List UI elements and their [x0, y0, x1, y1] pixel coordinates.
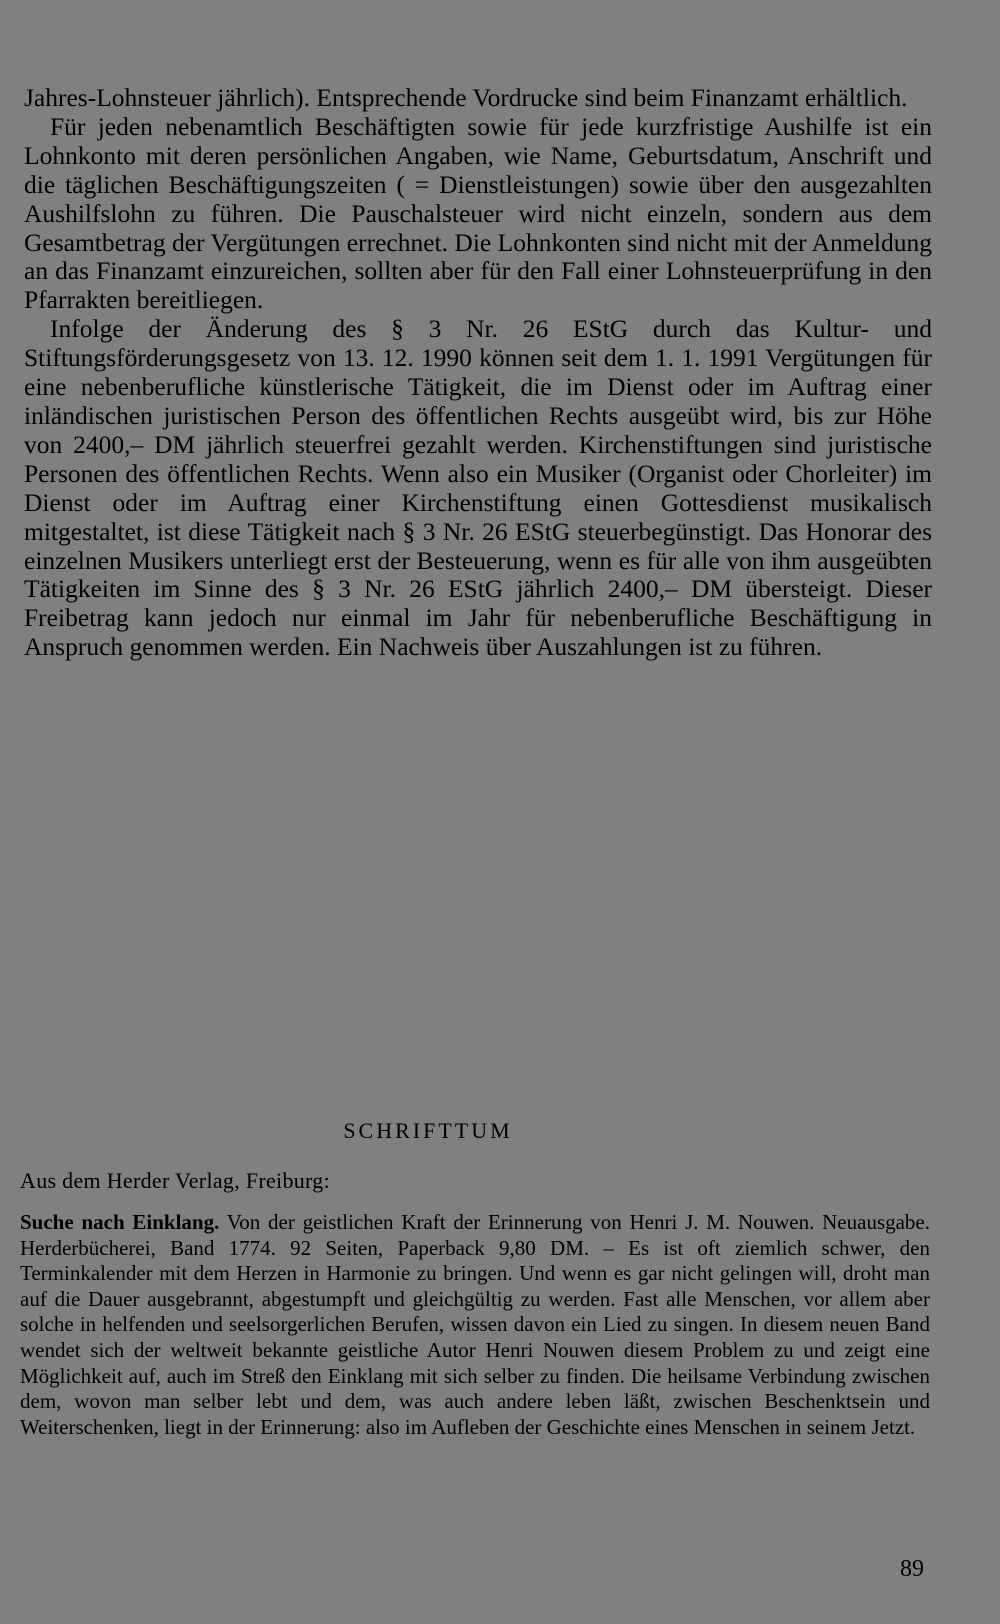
book-title: Suche nach Einklang. — [20, 1210, 220, 1234]
page-number: 89 — [900, 1556, 924, 1582]
body-text — [24, 84, 932, 662]
book-review — [20, 1210, 930, 1440]
section-heading: SCHRIFTTUM — [343, 1118, 513, 1143]
review-text: Von der geistlichen Kraft der Erinnerung von Henri J. M. Nouwen. Neuausgabe. Herderbücherei, Band 1774. 92 Seiten, Paperback 9,80 DM. – Es ist oft ziemlich schwer, den Terminkalender mit dem Herzen in Harmonie zu bringen. Und wenn es gar nicht gelingen will, droht man auf die Dauer ausgebrannt, abgestumpft und gleichgültig zu werden. Fast alle Menschen, vor allem aber solche in helfenden und seelsorgerlichen Berufen, wissen davon ein Lied zu singen. In diesem neuen Band wendet sich der weltweit bekannte geistliche Autor Henri Nouwen diesem Problem zu und zeigt eine Möglichkeit auf, auch im Streß den Einklang mit sich selber zu finden. Die heilsame Verbindung zwischen dem, wovon man selber lebt und dem, was auch andere leben läßt, zwischen Beschenktsein und Weiterschenken, liegt in der Erinnerung: also im Aufleben der Geschichte eines Menschen in seinem Jetzt. — [20, 1210, 931, 1439]
publisher-line: Aus dem Herder Verlag, Freiburg: — [20, 1168, 330, 1193]
paragraph-3: Infolge der Änderung des § 3 Nr. 26 EStG durch das Kultur- und Stiftungsförderungsgesetz von 13. 12. 1990 können seit dem 1. 1. 1991 Vergütungen für eine nebenberufliche künstlerische Tätigkeit, die im Dienst oder im Auftrag einer inländischen juristischen Person des öffentlichen Rechts ausgeübt wird, bis zur Höhe von 2400,– DM jährlich steuerfrei gezahlt werden. Kirchenstiftungen sind juristische Personen des öffentlichen Rechts. Wenn also ein Musiker (Organist oder Chorleiter) im Dienst oder im Auftrag einer Kirchenstiftung einen Gottesdienst musikalisch mitgestaltet, ist diese Tätigkeit nach § 3 Nr. 26 EStG steuerbegünstigt. Das Honorar des einzelnen Musikers unterliegt erst der Besteuerung, wenn es für alle von ihm ausgeübten Tätigkeiten im Sinne des § 3 Nr. 26 EStG jährlich 2400,– DM übersteigt. Dieser Freibetrag kann jedoch nur einmal im Jahr für nebenberufliche Beschäftigung in Anspruch genommen werden. Ein Nachweis über Auszahlungen ist zu führen. — [24, 314, 932, 662]
paragraph-1: Jahres-Lohnsteuer jährlich). Entsprechende Vordrucke sind beim Finanzamt erhältlich. — [24, 83, 908, 112]
paragraph-2: Für jeden nebenamtlich Beschäftigten sowie für jede kurzfristige Aushilfe ist ein Lohnkonto mit deren persönlichen Angaben, wie Name, Geburtsdatum, Anschrift und die täglichen Beschäftigungszeiten ( = Dienstleistungen) sowie über den ausgezahlten Aushilfslohn zu führen. Die Pauschalsteuer wird nicht einzeln, sondern aus dem Gesamtbetrag der Vergütungen errechnet. Die Lohnkonten sind nicht mit der Anmeldung an das Finanzamt einzureichen, sollten aber für den Fall einer Lohnsteuerprüfung in den Pfarrakten bereitliegen. — [24, 111, 932, 315]
review-paragraph — [20, 1210, 930, 1440]
